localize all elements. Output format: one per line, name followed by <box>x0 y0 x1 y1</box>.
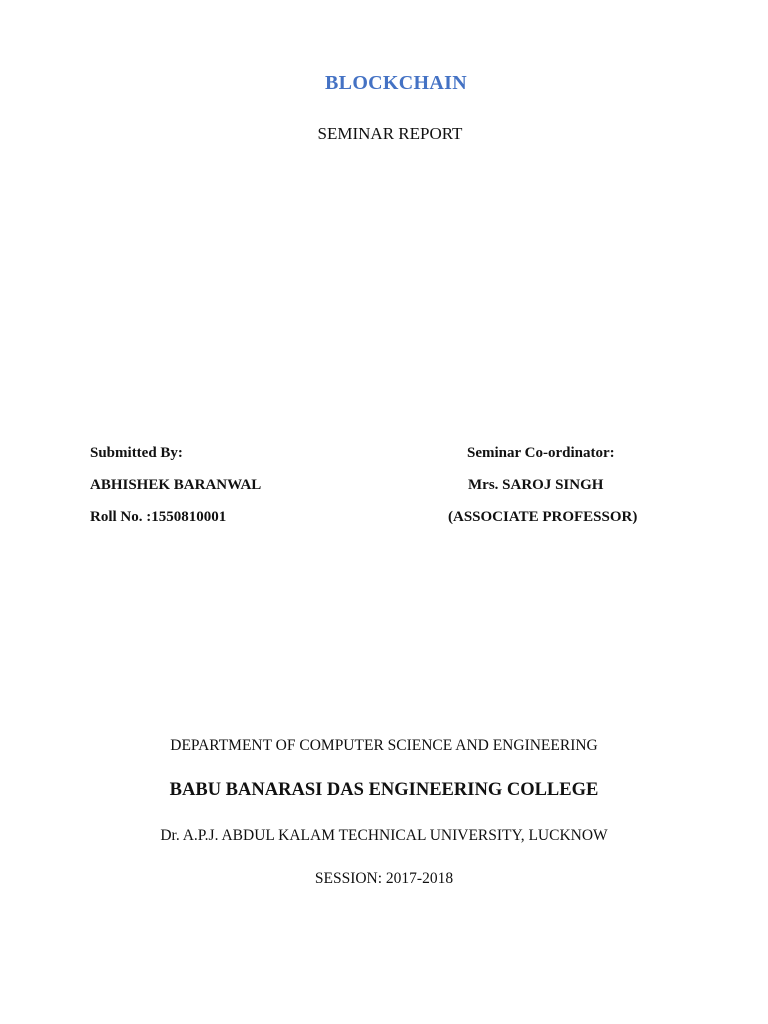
university-name: Dr. A.P.J. ABDUL KALAM TECHNICAL UNIVERSITY, LUCKNOW <box>160 827 608 844</box>
session-year: SESSION: 2017-2018 <box>314 870 454 887</box>
college-name: BABU BANARASI DAS ENGINEERING COLLEGE <box>169 780 599 800</box>
department-name: DEPARTMENT OF COMPUTER SCIENCE AND ENGINEERING <box>170 737 598 754</box>
coordinator-name: Mrs. SAROJ SINGH <box>468 477 604 493</box>
student-name: ABHISHEK BARANWAL <box>90 477 262 493</box>
coordinator-designation: (ASSOCIATE PROFESSOR) <box>448 509 638 525</box>
submitted-by-heading: Submitted By: <box>90 445 183 461</box>
coordinator-heading: Seminar Co-ordinator: <box>467 445 615 461</box>
report-subtitle: SEMINAR REPORT <box>317 124 463 143</box>
student-roll-number: Roll No. :1550810001 <box>90 509 227 525</box>
report-title: BLOCKCHAIN <box>325 72 467 94</box>
